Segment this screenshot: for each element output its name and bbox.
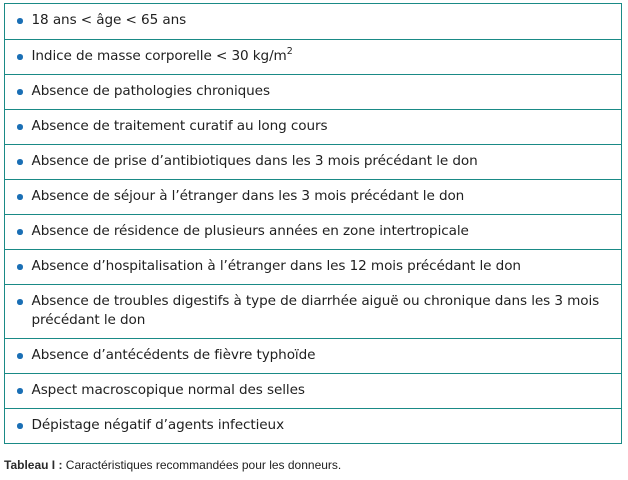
criteria-text: Absence de résidence de plusieurs années en zone intertropicale: [31, 223, 469, 239]
bmi-exponent: 2: [286, 46, 293, 57]
criteria-row-bmi: [5, 39, 621, 74]
criteria-text: 18 ans < âge < 65 ans: [31, 12, 187, 28]
criteria-row-age: [5, 4, 621, 39]
bullet-icon: [17, 388, 23, 394]
criteria-text: Absence de prise d’antibiotiques dans les 3 mois précédant le don: [31, 153, 478, 169]
criteria-row-travel: [5, 179, 621, 214]
criteria-row-chronic: [5, 74, 621, 109]
caption-text: Caractéristiques recommandées pour les donneurs.: [62, 458, 342, 472]
caption-label: Tableau I :: [4, 458, 63, 472]
criteria-row-digestive: [5, 284, 621, 338]
criteria-text: Aspect macroscopique normal des selles: [31, 382, 305, 398]
criteria-text: Absence de séjour à l’étranger dans les 3 mois précédant le don: [31, 188, 465, 204]
criteria-row-stool: [5, 373, 621, 408]
criteria-text: Absence d’hospitalisation à l’étranger dans les 12 mois précédant le don: [31, 258, 521, 274]
bullet-icon: [17, 54, 23, 60]
criteria-text: Absence d’antécédents de fièvre typhoïde: [31, 347, 316, 363]
criteria-row-screening: [5, 408, 621, 443]
criteria-row-typhoid: [5, 338, 621, 373]
criteria-text: Absence de troubles digestifs à type de diarrhée aiguë ou chronique dans les 3 mois précédant le don: [31, 293, 600, 328]
bullet-icon: [17, 423, 23, 429]
table-caption: [4, 458, 341, 472]
criteria-text: Absence de pathologies chroniques: [31, 83, 270, 99]
criteria-row-hospitalisation: [5, 249, 621, 284]
bullet-icon: [17, 124, 23, 130]
criteria-row-treatment: [5, 109, 621, 144]
bullet-icon: [17, 353, 23, 359]
bullet-icon: [17, 18, 23, 24]
bullet-icon: [17, 159, 23, 165]
criteria-text: Dépistage négatif d’agents infectieux: [31, 417, 285, 433]
criteria-text: [32, 40, 293, 66]
bullet-icon: [17, 229, 23, 235]
bullet-icon: [17, 194, 23, 200]
criteria-text-bmi: Indice de masse corporelle < 30 kg/m: [31, 48, 287, 64]
criteria-row-residence: [5, 214, 621, 249]
criteria-row-antibiotics: [5, 144, 621, 179]
criteria-text: Absence de traitement curatif au long cours: [31, 118, 328, 134]
donor-criteria-table: [4, 3, 622, 444]
bullet-icon: [17, 264, 23, 270]
bullet-icon: [17, 299, 23, 305]
bullet-icon: [17, 89, 23, 95]
